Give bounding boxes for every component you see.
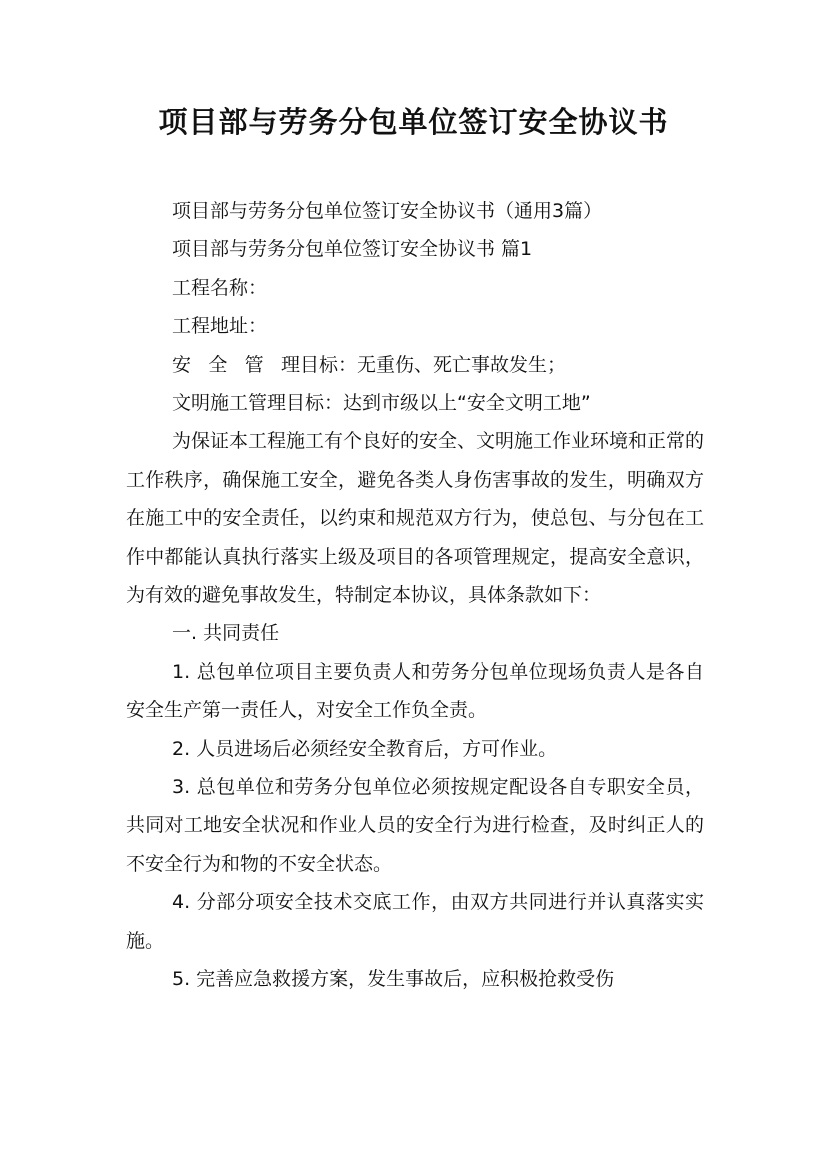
document-body <box>126 192 704 998</box>
part-one-heading: 一. 共同责任 <box>172 622 280 645</box>
project-name-label: 工程名称： <box>172 276 268 299</box>
clause-3: 3. 总包单位和劳务分包单位必须按规定配设各自专职安全员，共同对工地安全状况和作业人员的安全行为进行检查，及时纠正人的不安全行为和物的不安全状态。 <box>126 775 704 875</box>
section-heading: 项目部与劳务分包单位签订安全协议书 篇1 <box>172 238 533 261</box>
intro-paragraph: 为保证本工程施工有个良好的安全、文明施工作业环境和正常的工作秩序，确保施工安全，避免各类人身伤害事故的发生，明确双方在施工中的安全责任，以约束和规范双方行为，使总包、与分包在工作中都能认真执行落实上级及项目的各项管理规定，提高安全意识，为有效的避免事故发生，特制定本协议，具体条款如下： <box>126 430 705 606</box>
safety-goal-line <box>126 346 704 384</box>
document-subtitle: 项目部与劳务分包单位签订安全协议书（通用3篇） <box>172 200 603 222</box>
clause-5: 5. 完善应急救援方案，发生事故后，应积极抢救受伤 <box>172 968 615 991</box>
safety-goal-text: 目标：无重伤、死亡事故发生； <box>300 353 567 376</box>
clause-1: 1. 总包单位项目主要负责人和劳务分包单位现场负责人是各自安全生产第一责任人，对安全工作负全责。 <box>126 660 704 722</box>
clause-4: 4. 分部分项安全技术交底工作，由双方共同进行并认真落实实施。 <box>126 891 704 952</box>
safety-goal-label: 安全管理 <box>172 353 300 376</box>
document-title: 项目部与劳务分包单位签订安全协议书 <box>158 105 669 139</box>
civilized-goal: 文明施工管理目标：达到市级以上“安全文明工地” <box>172 391 591 414</box>
clause-2: 2. 人员进场后必须经安全教育后，方可作业。 <box>172 737 558 760</box>
project-address-label: 工程地址： <box>172 315 268 338</box>
